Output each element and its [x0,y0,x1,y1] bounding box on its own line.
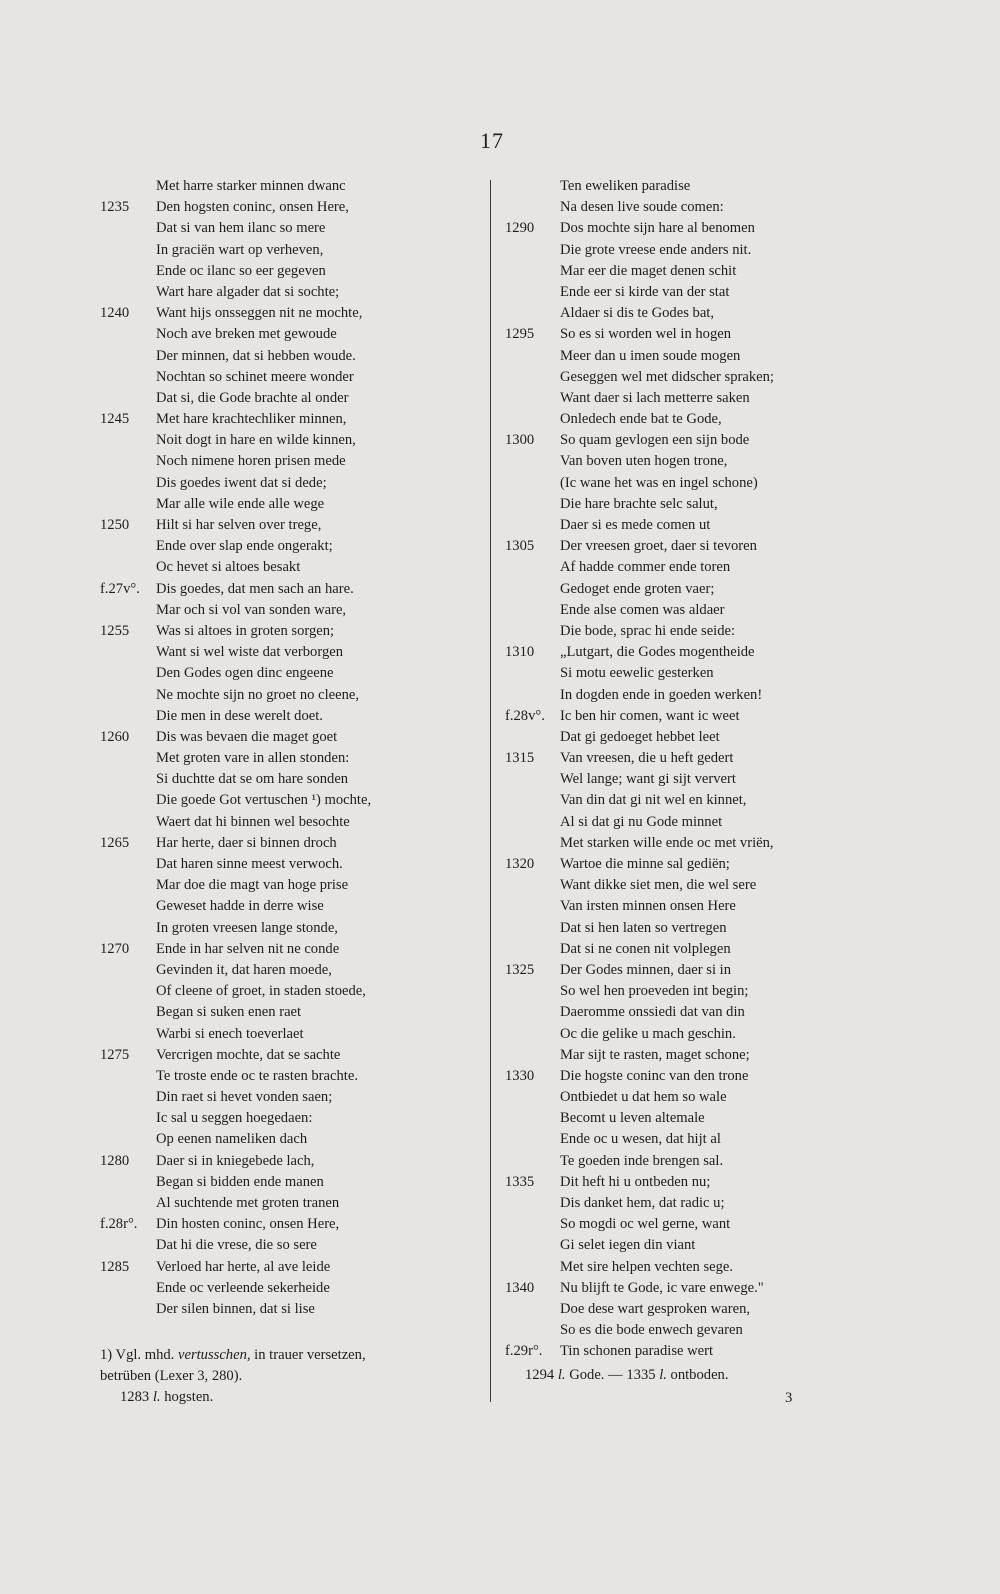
verse-line [505,600,845,621]
verse-text: Wart hare algader dat si sochte; [156,283,340,300]
verse-line [505,1087,845,1108]
verse-text: Af hadde commer ende toren [560,559,731,576]
verse-text: Ende eer si kirde van der stat [560,283,730,300]
verse-line [505,960,845,981]
verse-line [505,727,845,748]
verse-text: In graciën wart op verheven, [156,241,324,258]
verse-line [100,197,480,218]
verse-text: Van boven uten hogen trone, [560,453,728,470]
verse-line [100,833,480,854]
verse-text: Te goeden inde brengen sal. [560,1152,724,1169]
verse-line [100,621,480,642]
verse-line [100,557,480,578]
verse-line [100,642,480,663]
verse-line [505,875,845,896]
verse-text: Dis goedes iwent dat si dede; [156,474,327,491]
verse-text: Meer dan u imen soude mogen [560,347,741,364]
verse-line [505,642,845,663]
verse-text: Gevinden it, dat haren moede, [156,961,332,978]
verse-line [100,261,480,282]
verse-text: Die goede Got vertuschen ¹) mochte, [156,792,372,809]
verse-line [100,1024,480,1045]
verse-line [100,176,480,197]
line-number: 1325 [505,961,535,978]
verse-text: Dat si ne conen nit volplegen [560,940,731,957]
verse-line [100,409,480,430]
verse-text: Verloed har herte, al ave leide [156,1258,331,1275]
verse-line [505,324,845,345]
verse-line [100,388,480,409]
verse-text: Ende in har selven nit ne conde [156,940,340,957]
verse-text: Noit dogt in hare en wilde kinnen, [156,432,356,449]
verse-line [100,1172,480,1193]
verse-text: Die grote vreese ende anders nit. [560,241,752,258]
verse-line [100,1087,480,1108]
verse-text: Van din dat gi nit wel en kinnet, [560,792,747,809]
line-number: f.27v°. [100,580,140,597]
verse-text: Van irsten minnen onsen Here [560,898,736,915]
verse-text: Aldaer si dis te Godes bat, [560,305,715,322]
line-number: 1330 [505,1067,535,1084]
verse-line [505,896,845,917]
verse-line [505,218,845,239]
verse-line [505,1320,845,1341]
line-number: 1315 [505,750,535,767]
verse-line [100,282,480,303]
verse-line [505,1193,845,1214]
verse-line [505,939,845,960]
verse-text: Dat si van hem ilanc so mere [156,220,326,237]
line-number: 1280 [100,1152,130,1169]
line-number: 1310 [505,644,535,661]
verse-line [505,1278,845,1299]
verse-line [505,367,845,388]
line-number: 1335 [505,1173,535,1190]
verse-line [505,748,845,769]
line-number: f.29r°. [505,1343,543,1360]
verse-line [100,367,480,388]
verse-text: Met groten vare in allen stonden: [156,750,350,767]
verse-line [505,1299,845,1320]
line-number: 1285 [100,1258,130,1275]
verse-text: Nochtan so schinet meere wonder [156,368,354,385]
verse-text: So es si worden wel in hogen [560,326,732,343]
verse-text: Geseggen wel met didscher spraken; [560,368,774,385]
line-number: 1245 [100,411,130,428]
verse-line [100,812,480,833]
verse-line [505,473,845,494]
verse-text: Den hogsten coninc, onsen Here, [156,199,349,216]
verse-line [505,812,845,833]
verse-text: Die hare brachte selc salut, [560,495,718,512]
verse-text: Ende over slap ende ongerakt; [156,538,333,555]
verse-text: Ic ben hir comen, want ic weet [560,707,740,724]
line-number: 1340 [505,1279,535,1296]
verse-line [100,854,480,875]
verse-line [100,790,480,811]
verse-line [100,303,480,324]
verse-text: Ende oc verleende sekerheide [156,1279,330,1296]
verse-line [505,769,845,790]
line-number: 1255 [100,622,130,639]
verse-line [100,1129,480,1150]
verse-text: Ic sal u seggen hoegedaen: [156,1110,313,1127]
verse-text: Dat si, die Gode brachte al onder [156,389,349,406]
verse-line [100,494,480,515]
verse-text: Ontbiedet u dat hem so wale [560,1089,727,1106]
verse-text: Began si suken enen raet [156,1004,302,1021]
verse-line [100,1257,480,1278]
verse-line [505,515,845,536]
verse-text: Si motu eewelic gesterken [560,665,714,682]
verse-text: Of cleene of groet, in staden stoede, [156,983,366,1000]
verse-text: Doe dese wart gesproken waren, [560,1300,751,1317]
verse-text: Daer si es mede comen ut [560,517,711,533]
verse-text: Din raet si hevet vonden saen; [156,1089,333,1106]
line-number: 1320 [505,856,535,872]
verse-line [100,918,480,939]
verse-text: Mar eer die maget denen schit [560,262,737,279]
verse-text: Der silen binnen, dat si lise [156,1300,315,1317]
verse-line [505,430,845,451]
line-number: 1300 [505,432,535,449]
verse-text: In groten vreesen lange stonde, [156,919,338,936]
verse-text: Den Godes ogen dinc engeene [156,665,334,682]
line-number: 1265 [100,834,130,851]
verse-text: Met sire helpen vechten sege. [560,1258,734,1275]
verse-line [505,1172,845,1193]
verse-text: Met harre starker minnen dwanc [156,178,346,194]
signature-mark: 3 [785,1390,793,1406]
line-number: 1290 [505,220,535,237]
verse-text: Mar alle wile ende alle wege [156,495,325,512]
verse-line [100,706,480,727]
column-divider [490,180,491,1402]
line-number: f.28v°. [505,707,545,724]
verse-line [505,261,845,282]
verse-line [100,1045,480,1066]
verse-text: Want daer si lach metterre saken [560,389,750,406]
verse-text: Tin schonen paradise wert [560,1343,714,1360]
verse-text: Becomt u leven altemale [560,1110,705,1127]
verse-text: Die bode, sprac hi ende seide: [560,622,736,639]
verse-line [505,451,845,472]
verse-line [505,346,845,367]
verse-line [100,981,480,1002]
verse-line [505,1129,845,1150]
verse-text: Onledech ende bat te Gode, [560,411,722,428]
verse-line [100,663,480,684]
verse-text: Ende oc u wesen, dat hijt al [560,1131,721,1148]
verse-line [100,685,480,706]
verse-text: Want si wel wiste dat verborgen [156,644,344,661]
verse-text: Dat hi die vrese, die so sere [156,1237,317,1254]
verse-line [100,1108,480,1129]
verse-text: Dat si hen laten so vertregen [560,919,727,936]
verse-text: Ten eweliken paradise [560,178,691,194]
verse-text: Want dikke siet men, die wel sere [560,877,757,894]
verse-line [505,557,845,578]
verse-line [100,1002,480,1023]
verse-text: Dit heft hi u ontbeden nu; [560,1173,711,1190]
verse-text: Began si bidden ende manen [156,1173,324,1190]
verse-line [100,769,480,790]
footnote-term: vertusschen, [177,1347,251,1363]
verse-text: Al si dat gi nu Gode minnet [560,813,723,830]
verse-line [100,218,480,239]
verse-text: Dis was bevaen die maget goet [156,728,338,745]
verse-text: Wel lange; want gi sijt ververt [560,771,736,788]
verse-text: Want hijs onsseggen nit ne mochte, [156,305,363,322]
verse-line [100,960,480,981]
verse-line [505,621,845,642]
line-number: 1235 [100,199,130,216]
verse-line [505,1066,845,1087]
verse-line [100,1235,480,1256]
verse-line [100,346,480,367]
verse-text: Wartoe die minne sal gediën; [560,856,730,872]
verse-line [100,430,480,451]
verse-line [100,875,480,896]
verse-text: In dogden ende in goeden werken! [560,686,763,703]
verse-text: Si duchtte dat se om hare sonden [156,771,349,788]
verse-text: Noch ave breken met gewoude [156,326,337,343]
verse-text: Dat gi gedoeget hebbet leet [560,728,720,745]
verse-line [505,663,845,684]
verse-text: Gedoget ende groten vaer; [560,580,715,597]
verse-text: Noch nimene horen prisen mede [156,453,346,470]
verse-text: Daeromme onssiedi dat van din [560,1004,745,1021]
verse-line [100,1066,480,1087]
verse-line [100,1151,480,1172]
verse-text: Mar doe die magt van hoge prise [156,877,349,894]
verse-line [100,579,480,600]
verse-text: Dis danket hem, dat radic u; [560,1195,725,1211]
verse-text: So es die bode enwech gevaren [560,1322,743,1339]
verse-line [100,451,480,472]
verse-line [100,600,480,621]
verse-text: Op eenen nameliken dach [156,1131,308,1148]
verse-line [100,1193,480,1214]
verse-line [505,303,845,324]
verse-text: Har herte, daer si binnen droch [156,834,337,851]
verse-line [100,240,480,261]
line-number: 1295 [505,326,535,343]
verse-line [505,536,845,557]
left-verse-column [100,176,480,1320]
verse-line [505,176,845,197]
verse-line [505,854,845,875]
verse-text: Dat haren sinne meest verwoch. [156,856,343,872]
verse-line [505,918,845,939]
verse-text: Na desen live soude comen: [560,199,724,216]
line-number: 1275 [100,1046,130,1063]
verse-text: Warbi si enech toeverlaet [156,1025,304,1042]
verse-text: „Lutgart, die Godes mogentheide [560,644,755,661]
verse-line [505,1151,845,1172]
verse-line [100,727,480,748]
verse-text: Met starken wille ende oc met vriën, [560,834,774,851]
verse-line [100,1299,480,1320]
verse-line [505,1024,845,1045]
verse-line [505,579,845,600]
verse-text: Van vreesen, die u heft gedert [560,750,734,767]
verse-line [505,790,845,811]
verse-line [505,1045,845,1066]
line-number: 1250 [100,517,130,533]
verse-line [505,1341,845,1362]
verse-line [505,494,845,515]
verse-text: So quam gevlogen een sijn bode [560,432,750,449]
verse-line [505,981,845,1002]
verse-line [100,515,480,536]
verse-line [505,833,845,854]
verse-text: Din hosten coninc, onsen Here, [156,1216,340,1233]
footnote-1-continued: betrüben (Lexer 3, 280). [100,1368,243,1384]
verse-text: Gi selet iegen din viant [560,1237,696,1254]
verse-line [505,240,845,261]
verse-line [505,1235,845,1256]
verse-line [505,282,845,303]
verse-line [100,896,480,917]
verse-text: So mogdi oc wel gerne, want [560,1216,731,1233]
verse-text: So wel hen proeveden int begin; [560,983,749,1000]
verse-text: Ende alse comen was aldaer [560,601,725,618]
verse-text: Ende oc ilanc so eer gegeven [156,262,326,279]
verse-line [505,388,845,409]
verse-text: Met hare krachtechliker minnen, [156,411,347,428]
line-number: 1260 [100,728,130,745]
right-verse-column [505,176,845,1363]
verse-text: Der Godes minnen, daer si in [560,961,732,978]
verse-text: Oc hevet si altoes besakt [156,559,301,576]
verse-text: Mar sijt te rasten, maget schone; [560,1046,750,1063]
verse-text: Ne mochte sijn no groet no cleene, [156,686,360,703]
verse-text: Was si altoes in groten sorgen; [156,622,335,639]
verse-text: Die men in dese werelt doet. [156,707,323,724]
verse-text: Mar och si vol van sonden ware, [156,601,347,618]
line-number: 1270 [100,940,130,957]
verse-line [100,1278,480,1299]
verse-line [100,748,480,769]
verse-text: (Ic wane het was en ingel schone) [560,474,758,491]
footnote-1: 1) Vgl. mhd. vertusschen, in trauer versetzen, [100,1347,366,1363]
verse-text: Waert dat hi binnen wel besochte [156,813,350,830]
verse-line [505,1257,845,1278]
line-number: 1240 [100,305,130,322]
footnotes-right: 1294 l. Gode. — 1335 l. ontboden. [525,1367,729,1383]
verse-line [505,685,845,706]
verse-line [505,1108,845,1129]
verse-line [505,706,845,727]
verse-text: Dis goedes, dat men sach an hare. [156,580,354,597]
verse-line [100,473,480,494]
footnotes-left [100,1345,480,1408]
verse-text: Nu blijft te Gode, ic vare enwege." [560,1279,764,1296]
verse-text: Oc die gelike u mach geschin. [560,1025,736,1042]
page-number: 17 [480,128,504,153]
verse-text: Geweset hadde in derre wise [156,898,324,915]
verse-line [100,1214,480,1235]
verse-line [100,536,480,557]
verse-text: Te troste ende oc te rasten brachte. [156,1067,358,1084]
line-number: 1305 [505,538,535,555]
verse-line [505,197,845,218]
verse-text: Der minnen, dat si hebben woude. [156,347,356,364]
verse-text: Der vreesen groet, daer si tevoren [560,538,757,555]
verse-line [100,324,480,345]
verse-text: Die hogste coninc van den trone [560,1067,749,1084]
verse-line [505,1002,845,1023]
verse-text: Daer si in kniegebede lach, [156,1152,315,1169]
verse-text: Al suchtende met groten tranen [156,1195,340,1211]
verse-line [505,409,845,430]
verse-text: Vercrigen mochte, dat se sachte [156,1046,341,1063]
line-number: f.28r°. [100,1216,138,1233]
verse-line [505,1214,845,1235]
verse-text: Hilt si har selven over trege, [156,517,322,533]
verse-text: Dos mochte sijn hare al benomen [560,220,755,237]
footnote-2: 1283 l. hogsten. [120,1389,214,1405]
verse-line [100,939,480,960]
